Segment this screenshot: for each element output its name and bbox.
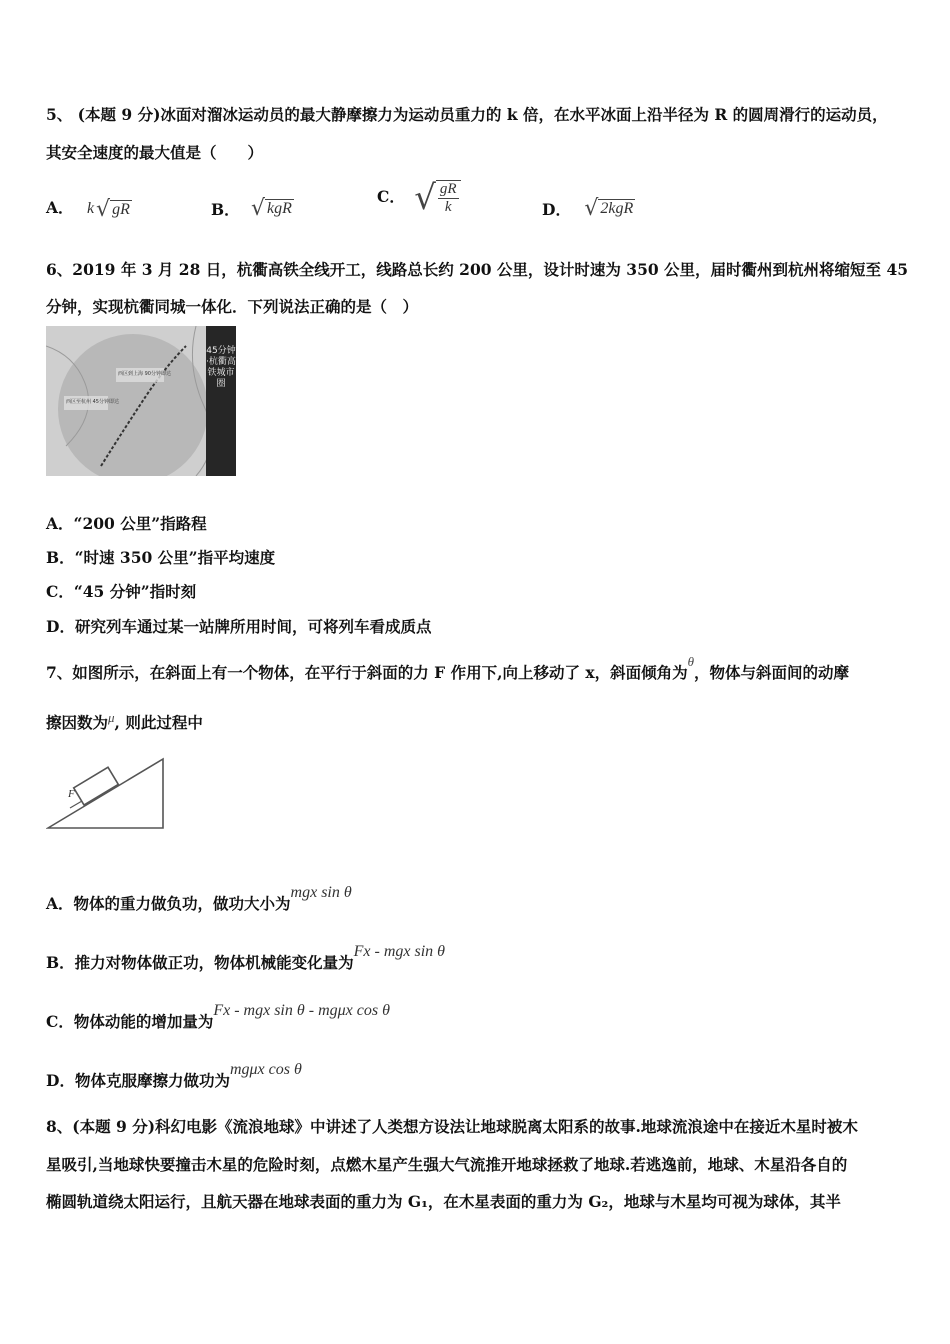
theta-symbol: θ xyxy=(687,654,695,669)
railway-map-image xyxy=(46,326,236,476)
formula-k-sqrt-gR: k √ gR xyxy=(86,196,130,222)
railway-line xyxy=(101,346,186,466)
formula-c: Fx - mgx sin θ - mgμx cos θ xyxy=(213,1002,390,1019)
q6-option-b[interactable]: B．“时速 350 公里”指平均速度 xyxy=(46,548,276,567)
formula-sqrt-gR-over-k: √ $\frac{gR}{k}$ xyxy=(414,178,460,218)
formula-d: mgμx cos θ xyxy=(229,1061,302,1078)
q6-option-a[interactable]: A．“200 公里”指路程 xyxy=(46,514,207,533)
q5-line2: 其安全速度的最大值是（ ） xyxy=(46,143,264,162)
q6-option-c[interactable]: C．“45 分钟”指时刻 xyxy=(46,582,197,601)
map-label-shanghai: 西区到上海 90分钟即达 xyxy=(118,371,171,377)
map-label-hangzhou: 西区至杭州 45分钟即达 xyxy=(66,399,119,405)
formula-b: Fx - mgx sin θ xyxy=(353,943,445,960)
q5-option-d[interactable]: D． √ 2kgR xyxy=(542,196,634,221)
q8-line3: 椭圆轨道绕太阳运行，且航天器在地球表面的重力为 G₁，在木星表面的重力为 G₂，地球与木星均可视为球体，其半 xyxy=(46,1192,841,1211)
q7-option-a[interactable]: A．物体的重力做负功，做功大小为mgx sin θ xyxy=(46,884,352,913)
force-arrow xyxy=(70,801,82,808)
q8-line1: 8、(本题 9 分)科幻电影《流浪地球》中讲述了人类想方设法让地球脱离太阳系的故事.地球流浪途中在接近木星时被木 xyxy=(46,1117,858,1136)
q6-line1: 6、2019 年 3 月 28 日，杭衢高铁全线开工，线路总长约 200 公里，设计时速为 350 公里，届时衢州到杭州将缩短至 45 xyxy=(46,260,909,279)
q7-option-b[interactable]: B．推力对物体做正功，物体机械能变化量为Fx - mgx sin θ xyxy=(46,943,445,972)
q5-option-c[interactable]: C． √ $\frac{gR}{k}$ xyxy=(377,178,461,218)
force-label: F xyxy=(68,788,75,800)
q7-line1: 7、如图所示，在斜面上有一个物体，在平行于斜面的力 F 作用下,向上移动了 x，斜面倾角为$^\theta$，物体与斜面间的动摩 xyxy=(46,654,850,682)
q6-option-d[interactable]: D．研究列车通过某一站牌所用时间，可将列车看成质点 xyxy=(46,617,432,636)
formula-sqrt-2kgR: √ 2kgR xyxy=(584,196,634,221)
q7-option-c[interactable]: C．物体动能的增加量为Fx - mgx sin θ - mgμx cos θ xyxy=(46,1002,390,1031)
q5-line1: 5、 (本题 9 分)冰面对溜冰运动员的最大静摩擦力为运动员重力的 k 倍，在水平冰面上沿半径为 R 的圆周滑行的运动员， xyxy=(46,105,888,124)
formula-sqrt-kgR: √ kgR xyxy=(251,196,292,221)
formula-a: mgx sin θ xyxy=(290,884,352,901)
q7-option-d[interactable]: D．物体克服摩擦力做功为mgμx cos θ xyxy=(46,1061,302,1090)
q7-line2: 擦因数为$^\mu$, 则此过程中 xyxy=(46,710,203,732)
mu-symbol: μ xyxy=(108,710,115,725)
q5-option-b[interactable]: B． √ kgR xyxy=(211,196,292,221)
q8-line2: 星吸引,当地球快要撞击木星的危险时刻，点燃木星产生强大气流推开地球拯救了地球.若逃逸前，地球、木星沿各自的 xyxy=(46,1155,848,1174)
incline-figure xyxy=(46,755,171,835)
q5-option-a[interactable]: A． k √ gR xyxy=(46,196,130,222)
q6-line2: 分钟，实现杭衢同城一体化．下列说法正确的是（ ） xyxy=(46,297,419,316)
map-side-title: 45分钟·杭衢高铁城市圈 xyxy=(206,326,236,476)
